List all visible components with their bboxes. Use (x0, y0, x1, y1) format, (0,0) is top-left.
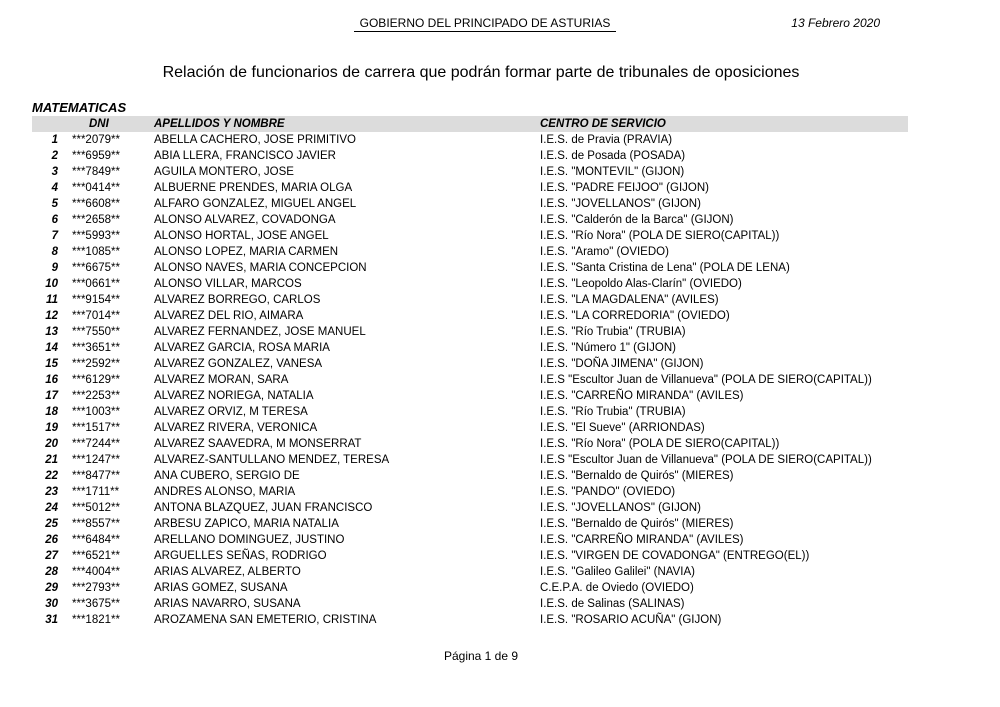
row-number: 6 (51, 214, 58, 226)
row-name: AROZAMENA SAN EMETERIO, CRISTINA (154, 614, 377, 626)
row-name: ANA CUBERO, SERGIO DE (154, 470, 300, 482)
table-row (32, 324, 908, 340)
row-name: ALVAREZ DEL RIO, AIMARA (154, 310, 304, 322)
organization-header: GOBIERNO DEL PRINCIPADO DE ASTURIAS (354, 16, 616, 32)
table-row (32, 164, 908, 180)
row-center: I.E.S. "Número 1" (GIJON) (540, 342, 676, 354)
row-center: I.E.S. "Santa Cristina de Lena" (POLA DE LENA) (540, 262, 790, 274)
header-name: APELLIDOS Y NOMBRE (154, 118, 285, 130)
table-row (32, 308, 908, 324)
document-title: Relación de funcionarios de carrera que podrán formar parte de tribunales de oposiciones (162, 64, 800, 81)
table-row (32, 468, 908, 484)
table-body (32, 132, 908, 628)
row-number: 24 (45, 502, 58, 514)
row-dni: ***4004** (72, 566, 120, 578)
row-center: I.E.S. de Pravia (PRAVIA) (540, 134, 673, 146)
row-name: ALVAREZ GARCIA, ROSA MARIA (154, 342, 330, 354)
row-dni: ***7550** (72, 326, 120, 338)
row-center: I.E.S. "LA MAGDALENA" (AVILES) (540, 294, 719, 306)
table-row (32, 340, 908, 356)
table-row (32, 548, 908, 564)
row-center: C.E.P.A. de Oviedo (OVIEDO) (540, 582, 694, 594)
row-center: I.E.S. "LA CORREDORIA" (OVIEDO) (540, 310, 730, 322)
row-dni: ***5993** (72, 230, 120, 242)
row-name: ALVAREZ-SANTULLANO MENDEZ, TERESA (154, 454, 390, 466)
table-row (32, 356, 908, 372)
row-number: 20 (45, 438, 58, 450)
row-dni: ***3651** (72, 342, 120, 354)
table-row (32, 516, 908, 532)
row-dni: ***2658** (72, 214, 120, 226)
row-center: I.E.S. "Galileo Galilei" (NAVIA) (540, 566, 695, 578)
row-name: ALVAREZ ORVIZ, M TERESA (154, 406, 308, 418)
row-number: 28 (45, 566, 58, 578)
row-dni: ***1085** (72, 246, 120, 258)
row-center: I.E.S. "PANDO" (OVIEDO) (540, 486, 676, 498)
officials-table (32, 116, 908, 628)
row-number: 23 (45, 486, 58, 498)
row-name: ABELLA CACHERO, JOSE PRIMITIVO (154, 134, 356, 146)
row-dni: ***6608** (72, 198, 120, 210)
row-number: 1 (51, 134, 58, 146)
table-row (32, 452, 908, 468)
section-title: MATEMATICAS (32, 100, 127, 115)
table-row (32, 228, 908, 244)
row-number: 12 (45, 310, 58, 322)
table-row (32, 420, 908, 436)
table-row (32, 612, 908, 628)
table-row (32, 244, 908, 260)
row-center: I.E.S "Escultor Juan de Villanueva" (POLA DE SIERO(CAPITAL)) (540, 454, 872, 466)
row-name: ARIAS NAVARRO, SUSANA (154, 598, 301, 610)
row-name: ALONSO NAVES, MARIA CONCEPCION (154, 262, 367, 274)
row-center: I.E.S. "Aramo" (OVIEDO) (540, 246, 669, 258)
table-row (32, 564, 908, 580)
row-name: ARIAS ALVAREZ, ALBERTO (154, 566, 301, 578)
row-number: 25 (45, 518, 58, 530)
document-date: 13 Febrero 2020 (791, 16, 880, 30)
row-number: 3 (51, 166, 58, 178)
row-dni: ***1003** (72, 406, 120, 418)
row-name: ANDRES ALONSO, MARIA (154, 486, 296, 498)
row-name: ALVAREZ BORREGO, CARLOS (154, 294, 321, 306)
row-dni: ***1711** (72, 486, 120, 498)
row-number: 16 (45, 374, 58, 386)
row-name: ALVAREZ FERNANDEZ, JOSE MANUEL (154, 326, 366, 338)
row-center: I.E.S. "Bernaldo de Quirós" (MIERES) (540, 470, 734, 482)
row-number: 13 (45, 326, 58, 338)
row-number: 17 (45, 390, 58, 402)
header-num (32, 116, 58, 132)
row-center: I.E.S. "CARREÑO MIRANDA" (AVILES) (540, 390, 744, 402)
row-center: I.E.S. "CARREÑO MIRANDA" (AVILES) (540, 534, 744, 546)
row-dni: ***3675** (72, 598, 120, 610)
row-number: 15 (45, 358, 58, 370)
row-name: ARELLANO DOMINGUEZ, JUSTINO (154, 534, 345, 546)
table-row (32, 260, 908, 276)
table-row (32, 484, 908, 500)
table-row (32, 180, 908, 196)
row-dni: ***1821** (72, 614, 120, 626)
row-dni: ***7849** (72, 166, 120, 178)
row-center: I.E.S. "MONTEVIL" (GIJON) (540, 166, 685, 178)
row-center: I.E.S. "JOVELLANOS" (GIJON) (540, 502, 701, 514)
row-number: 2 (51, 150, 58, 162)
row-center: I.E.S. de Posada (POSADA) (540, 150, 686, 162)
row-number: 19 (45, 422, 58, 434)
row-name: ALVAREZ MORAN, SARA (154, 374, 289, 386)
table-row (32, 404, 908, 420)
row-name: ALFARO GONZALEZ, MIGUEL ANGEL (154, 198, 357, 210)
table-row (32, 372, 908, 388)
row-dni: ***7244** (72, 438, 120, 450)
row-center: I.E.S. "El Sueve" (ARRIONDAS) (540, 422, 705, 434)
row-center: I.E.S. de Salinas (SALINAS) (540, 598, 685, 610)
row-name: ALVAREZ SAAVEDRA, M MONSERRAT (154, 438, 362, 450)
row-dni: ***8557** (72, 518, 120, 530)
row-name: ARBESU ZAPICO, MARIA NATALIA (154, 518, 339, 530)
row-number: 7 (51, 230, 58, 242)
row-name: ALVAREZ NORIEGA, NATALIA (154, 390, 314, 402)
row-number: 11 (46, 294, 58, 306)
row-center: I.E.S. "PADRE FEIJOO" (GIJON) (540, 182, 709, 194)
row-number: 29 (45, 582, 58, 594)
row-name: ANTONA BLAZQUEZ, JUAN FRANCISCO (154, 502, 373, 514)
table-row (32, 196, 908, 212)
row-name: ABIA LLERA, FRANCISCO JAVIER (154, 150, 336, 162)
row-dni: ***1517** (72, 422, 120, 434)
row-number: 21 (45, 454, 58, 466)
row-center: I.E.S. "Leopoldo Alas-Clarín" (OVIEDO) (540, 278, 742, 290)
row-dni: ***2079** (72, 134, 120, 146)
row-center: I.E.S. "VIRGEN DE COVADONGA" (ENTREGO(EL)) (540, 550, 810, 562)
row-name: ALVAREZ RIVERA, VERONICA (154, 422, 318, 434)
row-center: I.E.S. "Río Trubia" (TRUBIA) (540, 406, 686, 418)
table-header (32, 116, 908, 132)
row-number: 10 (45, 278, 58, 290)
table-row (32, 596, 908, 612)
row-dni: ***5012** (72, 502, 120, 514)
row-dni: ***1247** (72, 454, 120, 466)
table-row (32, 532, 908, 548)
row-name: ALVAREZ GONZALEZ, VANESA (154, 358, 323, 370)
row-number: 30 (45, 598, 58, 610)
row-dni: ***0414** (72, 182, 120, 194)
table-row (32, 436, 908, 452)
row-name: ALONSO VILLAR, MARCOS (154, 278, 302, 290)
table-row (32, 292, 908, 308)
table-row (32, 212, 908, 228)
header-center: CENTRO DE SERVICIO (540, 118, 666, 130)
row-number: 4 (51, 182, 58, 194)
row-name: ALBUERNE PRENDES, MARIA OLGA (154, 182, 353, 194)
table-row (32, 132, 908, 148)
row-dni: ***0661** (72, 278, 120, 290)
row-center: I.E.S. "Río Nora" (POLA DE SIERO(CAPITAL)) (540, 230, 780, 242)
row-center: I.E.S. "Bernaldo de Quirós" (MIERES) (540, 518, 734, 530)
table-row (32, 388, 908, 404)
row-center: I.E.S "Escultor Juan de Villanueva" (POLA DE SIERO(CAPITAL)) (540, 374, 872, 386)
row-dni: ***7014** (72, 310, 120, 322)
row-number: 5 (51, 198, 58, 210)
table-row (32, 148, 908, 164)
row-number: 18 (45, 406, 58, 418)
row-number: 9 (51, 262, 58, 274)
header-dni: DNI (89, 118, 109, 130)
row-dni: ***2592** (72, 358, 120, 370)
row-name: ALONSO LOPEZ, MARIA CARMEN (154, 246, 339, 258)
table-row (32, 580, 908, 596)
row-dni: ***2253** (72, 390, 120, 402)
row-dni: ***2793** (72, 582, 120, 594)
row-name: ALONSO ALVAREZ, COVADONGA (154, 214, 336, 226)
page-number: Página 1 de 9 (443, 649, 519, 663)
row-center: I.E.S. "Río Trubia" (TRUBIA) (540, 326, 686, 338)
row-dni: ***6675** (72, 262, 120, 274)
row-dni: ***9154** (72, 294, 120, 306)
row-name: ALONSO HORTAL, JOSE ANGEL (154, 230, 329, 242)
row-dni: ***8477** (72, 470, 120, 482)
row-number: 26 (45, 534, 58, 546)
row-name: ARIAS GOMEZ, SUSANA (154, 582, 288, 594)
row-name: ARGUELLES SEÑAS, RODRIGO (154, 550, 327, 562)
row-center: I.E.S. "Calderón de la Barca" (GIJON) (540, 214, 734, 226)
row-dni: ***6521** (72, 550, 120, 562)
row-number: 31 (45, 614, 58, 626)
row-dni: ***6959** (72, 150, 120, 162)
row-center: I.E.S. "DOÑA JIMENA" (GIJON) (540, 358, 704, 370)
row-dni: ***6129** (72, 374, 120, 386)
row-number: 22 (45, 470, 58, 482)
row-center: I.E.S. "ROSARIO ACUÑA" (GIJON) (540, 614, 722, 626)
row-number: 27 (45, 550, 58, 562)
row-name: AGUILA MONTERO, JOSE (154, 166, 294, 178)
row-dni: ***6484** (72, 534, 120, 546)
row-number: 14 (45, 342, 58, 354)
row-number: 8 (51, 246, 58, 258)
row-center: I.E.S. "Río Nora" (POLA DE SIERO(CAPITAL)) (540, 438, 780, 450)
table-row (32, 276, 908, 292)
row-center: I.E.S. "JOVELLANOS" (GIJON) (540, 198, 701, 210)
table-row (32, 500, 908, 516)
